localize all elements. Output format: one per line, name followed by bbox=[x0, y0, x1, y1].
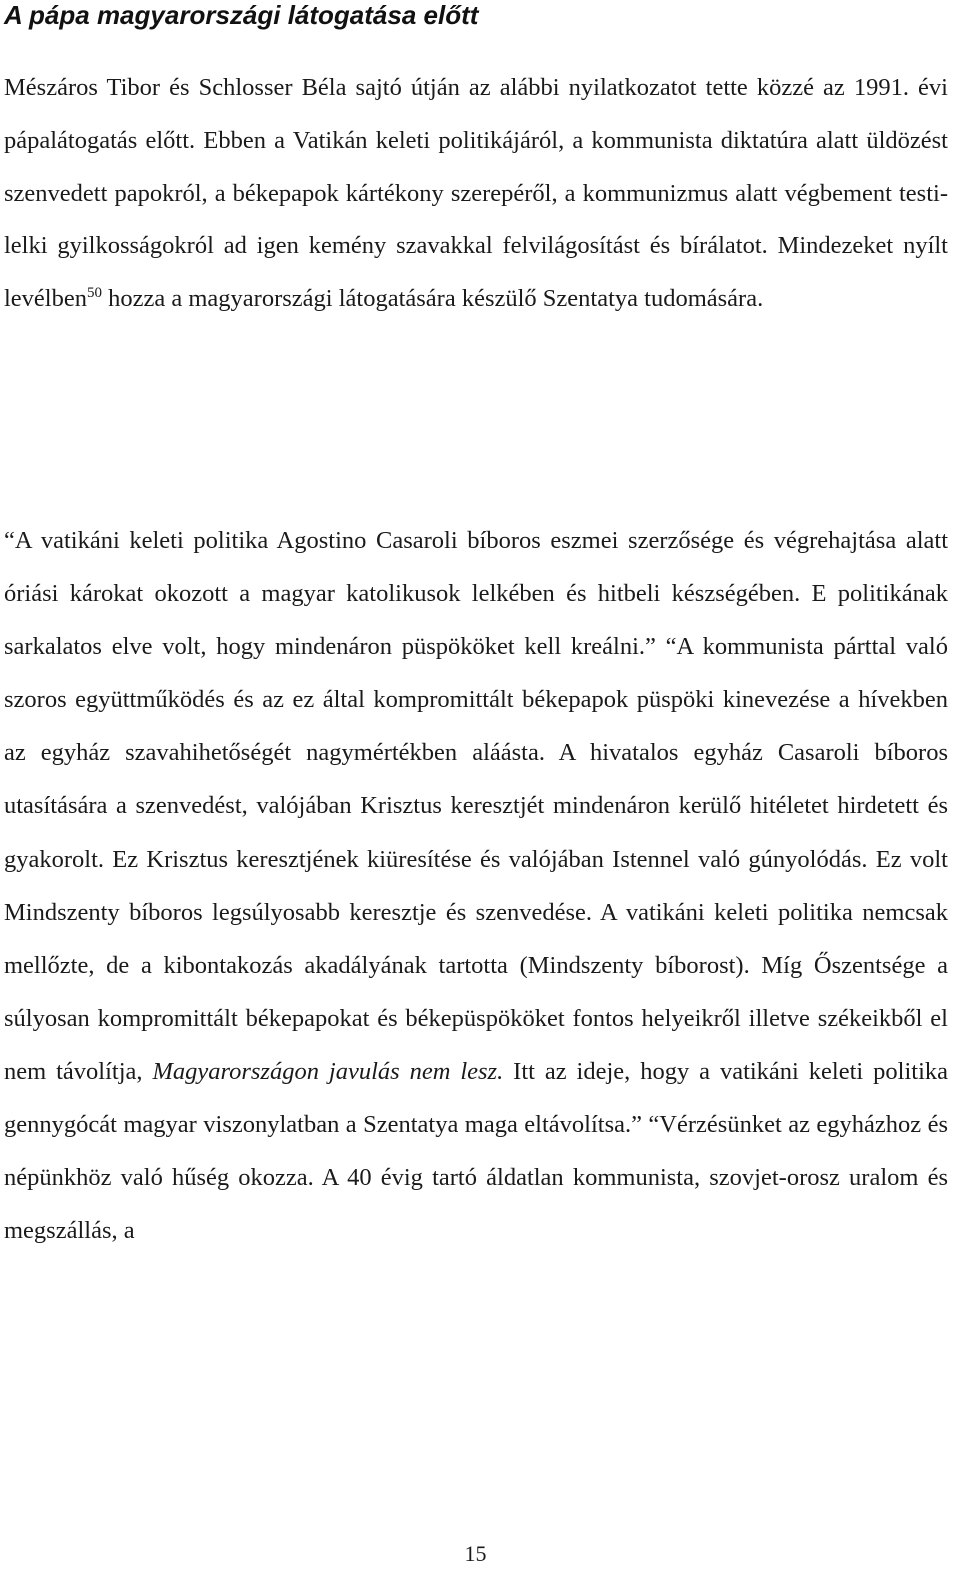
quote-text-continued: Itt az ideje, hogy a vatikáni keleti politika gennygócát magyar viszonylatban a Szentatya maga eltávolítsa.” “Vérzésünket az egyházhoz és népünkhöz való hűség okozza. A 40 évig tartó áldatlan kommunista, szovjet-orosz uralom és megszállás, a bbox=[4, 1057, 948, 1245]
page-number: 15 bbox=[464, 1541, 487, 1566]
footnote-reference[interactable]: 50 bbox=[87, 285, 102, 302]
quote-emphasis: Magyarországon javulás nem lesz. bbox=[152, 1057, 504, 1085]
intro-paragraph bbox=[4, 62, 948, 326]
intro-text-continued: hozza a magyarországi látogatására készülő Szentatya tudomására. bbox=[102, 285, 764, 313]
intro-text: Mészáros Tibor és Schlosser Béla sajtó útján az alábbi nyilatkozatot tette közzé az 1991. évi pápalátogatás előtt. Ebben a Vatikán keleti politikájáról, a kommunista diktatúra alatt üldözést szenvedett papokról, a békepapok kártékony szerepéről, a kommunizmus alatt végbement testi-lelki gyilkosságokról ad igen kemény szavakkal felvilágosítást és bírálatot. Mindezeket nyílt levélben bbox=[4, 74, 948, 313]
section-heading: A pápa magyarországi látogatása előtt bbox=[4, 0, 479, 30]
quote-text: “A vatikáni keleti politika Agostino Casaroli bíboros eszmei szerzősége és végrehajtása alatt óriási károkat okozott a magyar katolikusok lelkében és hitbeli készségében. E politikának sarkalatos elve volt, hogy mindenáron püspököket kell kreálni.” “A kommunista párttal való szoros együttműködés és az ez által kompromittált békepapok püspöki kinevezése a hívekben az egyház szavahihetőségét nagymértékben aláásta. A hivatalos egyház Casaroli bíboros utasítására a szenvedést, valójában Krisztus keresztjét mindenáron kerülő hitéletet hirdetett és gyakorolt. Ez Krisztus keresztjének kiüresítése és valójában Istennel való gúnyolódás. Ez volt Mindszenty bíboros legsúlyosabb keresztje és szenvedése. A vatikáni keleti politika nemcsak mellőzte, de a kibontakozás akadályának tartotta (Mindszenty bíborost). Míg Őszentsége a súlyosan kompromittált békepapokat és békepüspököket fontos helyeikről illetve székeikből el nem távolítja, bbox=[4, 527, 948, 1085]
quoted-statement-paragraph bbox=[4, 514, 948, 1257]
